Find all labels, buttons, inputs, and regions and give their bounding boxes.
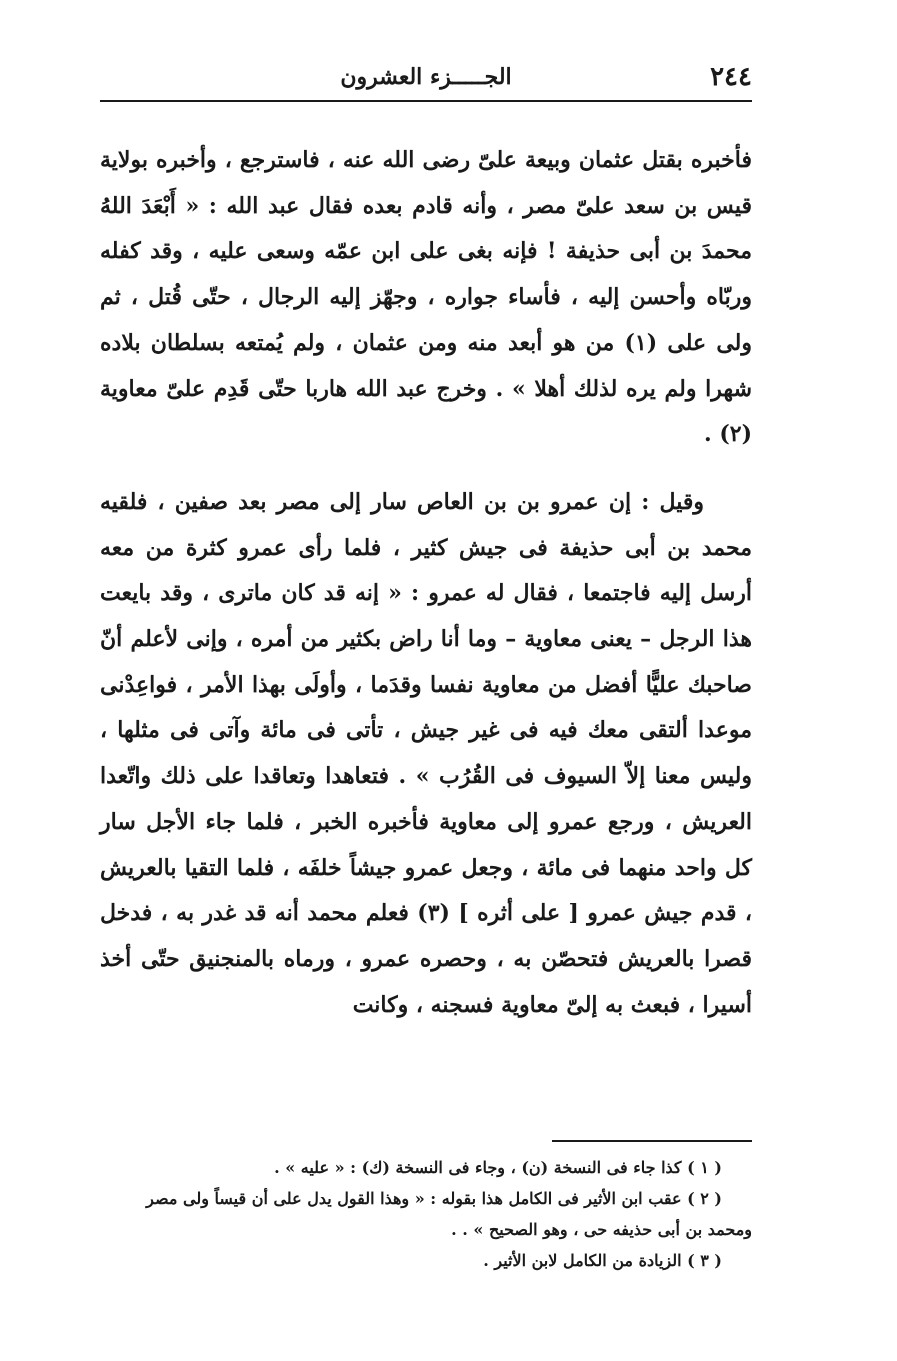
running-head: الجـــــزء العشرون bbox=[340, 64, 512, 90]
paragraph: فأخبره بقتل عثمان وبيعة علىّ رضى الله عنه ، فاسترجع ، وأخبره بولاية قيس بن سعد علىّ مصر ، وأنه قادم بعده فقال عبد الله : « أَبْعَدَ اللهُ محمدَ بن أبى حذيفة ! فإنه بغى على ابن عمّه وسعى عليه ، وقد كفله وربّاه وأحسن إليه ، فأساء جواره ، وجهّز إليه الرجال ، حتّى قُتل ، ثم ولى على (١) من هو أبعد منه ومن عثمان ، ولم يُمتعه بسلطان بلاده شهرا ولم يره لذلك أهلا » . وخرج عبد الله هاربا حتّى قَدِم علىّ معاوية (٢) . bbox=[100, 147, 752, 448]
footnote-2-continued: ومحمد بن أبى حذيفه حى ، وهو الصحيح » . . bbox=[451, 1220, 752, 1239]
footnote-separator bbox=[552, 1140, 752, 1142]
footnote-2: ( ٢ ) عقب ابن الأثير فى الكامل هذا بقوله : « وهذا القول يدل على أن قيساً ولى مصر bbox=[146, 1189, 722, 1208]
footnote-1: ( ١ ) كذا جاء فى النسخة (ن) ، وجاء فى النسخة (ك) : « عليه » . bbox=[274, 1158, 722, 1177]
paragraph: وقيل : إن عمرو بن بن العاص سار إلى مصر بعد صفين ، فلقيه محمد بن أبى حذيفة فى جيش كثير ، فلما رأى عمرو كثرة من معه أرسل إليه فاجتمعا ، فقال له عمرو : « إنه قد كان ماترى ، وقد بايعت هذا الرجل – يعنى معاوية – وما أنا راض بكثير من أمره ، وإنى لأعلم أنّ صاحبك عليًّا أفضل من معاوية نفسا وقدَما ، وأولَى بهذا الأمر ، فواعِدْنى موعدا ألتقى معك فيه فى غير جيش ، تأتى فى مائة وآتى فى مثلها ، وليس معنا إلاّ السيوف فى القُرُب » . فتعاهدا وتعاقدا على ذلك واتّعدا العريش ، ورجع عمرو إلى معاوية فأخبره الخبر ، فلما جاء الأجل سار كل واحد منهما فى مائة ، وجعل عمرو جيشاً خلفَه ، فلما التقيا بالعريش ، قدم جيش عمرو [ على أثره ] (٣) فعلم محمد أنه قد غدر به ، فدخل قصرا بالعريش فتحصّن به ، وحصره عمرو ، ورماه بالمنجنيق حتّى أخذ أسيرا ، فبعث به إلىّ معاوية فسجنه ، وكانت bbox=[100, 488, 752, 1018]
page-header bbox=[100, 60, 752, 102]
footnotes bbox=[100, 1152, 752, 1276]
footnote-3: ( ٣ ) الزيادة من الكامل لابن الأثير . bbox=[483, 1251, 722, 1270]
main-text bbox=[100, 138, 752, 1028]
page-number: ٢٤٤ bbox=[710, 62, 752, 92]
